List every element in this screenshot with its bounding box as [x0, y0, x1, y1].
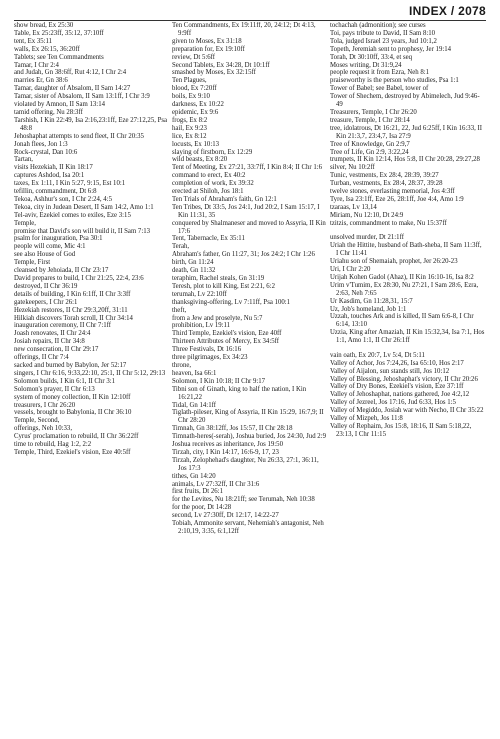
- page-header: [14, 4, 486, 21]
- index-entry: people request it from Ezra, Neh 8:1: [330, 69, 430, 77]
- index-entry: Uzzia, King after Amaziah, II Kin 15:32,34, Isa 7:1, Hos 1:1, Amo 1:1, II Chr 26:1ff: [330, 329, 485, 345]
- index-entry: preparation for, Ex 19:10ff: [172, 45, 245, 53]
- index-entry: trumpets, II Kin 12:14, Hos 5:8, II Chr 20:28, 29:27,28: [330, 156, 480, 164]
- index-entry: locusts, Ex 10:13: [172, 140, 220, 148]
- index-entry: silver, Nu 10:2ff: [330, 164, 375, 172]
- index-entry: offerings, II Chr 7:4: [14, 354, 69, 362]
- index-entry: Tyre, Isa 23:1ff, Eze 26, 28:1ff, Joe 4:4, Amo 1:9: [330, 195, 464, 203]
- index-entry: Miriam, Nu 12:10, Dt 24:9: [330, 211, 404, 219]
- index-entry: completion of work, Ex 39:32: [172, 180, 254, 188]
- index-entry: psalm for inauguration, Psa 30:1: [14, 235, 103, 243]
- index-entry: blood, Ex 7:20ff: [172, 85, 217, 93]
- index-entry: Torah, Dt 30:10ff, 33:4, et seq: [330, 53, 413, 61]
- index-entry: tzaraas, Lv 13,14: [330, 203, 377, 211]
- page-title: INDEX / 2078: [409, 4, 486, 18]
- index-entry: system of money collection, II Kin 12:10ff: [14, 393, 131, 401]
- index-entry: tent, Ex 35:11: [14, 37, 53, 45]
- index-entry: animals, Lv 27:32ff, II Chr 31:6: [172, 480, 260, 488]
- index-entry: Tirzah, city, I Kin 14:17, 16:6-9, 17, 23: [172, 448, 279, 456]
- index-entry: details of building, I Kin 6:1ff, II Chr 3:3ff: [14, 290, 131, 298]
- index-entry: Tekoa, city in Judean Desert, II Sam 14:2, Amo 1:1: [14, 203, 154, 211]
- index-entry: new consecration, II Chr 29:17: [14, 346, 99, 354]
- index-entry: tithes, Gn 14:20: [172, 472, 216, 480]
- index-entry: Valley of Blessing, Jehoshaphat's victory, II Chr 20:26: [330, 375, 478, 383]
- index-entry: Ten Trials of Abraham's faith, Gn 12:1: [172, 195, 277, 203]
- index-entry: three pilgrimages, Ex 34:23: [172, 354, 248, 362]
- index-entry: time to rebuild, Hag 1:2, 2:2: [14, 441, 92, 449]
- index-entry: for the Levites, Nu 18:21ff; see Terumah, Neh 10:38: [172, 496, 315, 504]
- index-entry: command to erect, Ex 40:2: [172, 172, 246, 180]
- index-entry: hail, Ex 9:23: [172, 124, 207, 132]
- index-entry: Tent of Meeting, Ex 27:21, 33:7ff, I Kin 8:4; II Chr 1:6: [172, 164, 323, 172]
- index-entry: Urim v'Tumim, Ex 28:30, Nu 27:21, I Sam 28:6, Ezra, 2:63, Neh 7:65: [330, 281, 479, 297]
- index-entry: offerings, Neh 10:33,: [14, 425, 73, 433]
- index-entry: Tirzah, Zelophehad's daughter, Nu 26:33, 27:1, 36:11, Jos 17:3: [172, 456, 319, 472]
- index-entry: Uzzah, touches Ark and is killed, II Sam 6:6-8, I Chr 6:14, 13:10: [330, 313, 474, 329]
- index-entry: Hilkiah discovers Torah scroll, II Chr 34:14: [14, 314, 133, 322]
- index-entry: Thirteen Attributes of Mercy, Ex 34:5ff: [172, 338, 280, 346]
- index-entry: tochachah (admonition); see curses: [330, 22, 426, 29]
- index-entry: Uriahu son of Shemaiah, prophet, Jer 26:20-23: [330, 258, 458, 266]
- index-entry: Temple, First: [14, 259, 51, 267]
- index-entry: Temple,: [14, 219, 36, 227]
- index-entry: Tablets; see Ten Commandments: [14, 53, 104, 61]
- index-entry: teraphim, Rachel steals, Gn 31:19: [172, 275, 265, 282]
- index-entry: Abraham's father, Gn 11:27, 31; Jos 24:2; I Chr 1:26: [172, 251, 315, 259]
- index-entry: Solomon, I Kin 10:18; II Chr 9:17: [172, 377, 266, 385]
- index-entry: Tower of Babel; see Babel, tower of: [330, 85, 429, 93]
- index-entry: Tel-aviv, Ezekiel comes to exiles, Eze 3:15: [14, 211, 131, 219]
- index-entry: taxes, Ex 1:11, I Kin 5:27, 9:15, Est 10:1: [14, 180, 126, 188]
- index-entry: Jehoshaphat attempts to send fleet, II Chr 20:35: [14, 132, 144, 140]
- index-entry: Tibni son of Ginath, king to half the nation, I Kin 16:21,22: [172, 385, 307, 401]
- index-entry: destroyed, II Chr 36:19: [14, 282, 78, 290]
- index-entry: second, Lv 27:30ff, Dt 12:17, 14:22-27: [172, 512, 279, 520]
- index-entry: Valley of Jezreel, Jos 17:16, Jud 6:33, Hos 1:5: [330, 399, 456, 407]
- index-entry: gatekeepers, I Chr 26:1: [14, 298, 78, 306]
- index-entry: darkness, Ex 10:22: [172, 101, 224, 109]
- index-entry: Three Festivals, Dt 16:16: [172, 346, 242, 354]
- index-entry: Tent, Tabernacle, Ex 35:11: [172, 235, 245, 243]
- index-entry: Ten Plagues,: [172, 77, 207, 85]
- index-entry: Table, Ex 25:23ff, 35:12, 37:10ff: [14, 29, 104, 37]
- index-entry: Valley of Achor, Jos 7:24,26, Isa 65:10, Hos 2:17: [330, 359, 464, 367]
- index-entry: Valley of Jehoshaphat, nations gathered, Joe 4:2,12: [330, 391, 470, 399]
- index-entry: prohibition, Lv 19:11: [172, 322, 231, 330]
- index-entry: Hezekiah restores, II Chr 29:3,20ff, 31:11: [14, 306, 128, 314]
- index-entry: Tola, judged Israel 23 years, Jud 10:1,2: [330, 37, 437, 45]
- index-entry: marries Er, Gn 38:6: [14, 77, 68, 85]
- index-entry: Valley of Rephaim, Jos 15:8, 18:16, II Sam 5:18,22, 23:13, I Chr 11:15: [330, 423, 472, 438]
- index-entry: Topeth, Jeremiah sent to prophesy, Jer 19:14: [330, 45, 452, 53]
- index-entry: inauguration ceremony, II Chr 7:1ff: [14, 322, 112, 330]
- index-entry: Tidal, Gn 14:1ff: [172, 401, 216, 409]
- index-entry: visits Hezekiah, II Kin 18:17: [14, 164, 93, 172]
- index-entry: Timnah, Gn 38:12ff, Jos 15:57, II Chr 28:18: [172, 425, 293, 433]
- index-entry: vain oath, Ex 20:7, Lv 5:4, Dt 5:11: [330, 351, 425, 359]
- index-entry: David prepares to build, I Chr 21:25, 22:4, 23:6: [14, 275, 144, 282]
- index-entry: tamid offering, Nu 28:3ff: [14, 108, 83, 116]
- index-entry: Valley of Aijalon, sun stands still, Jos 10:12: [330, 367, 450, 375]
- index-entry: Josiah repairs, II Chr 34:8: [14, 338, 85, 346]
- index-entry: wild beasts, Ex 8:20: [172, 156, 228, 164]
- index-entry: Tiglath-pileser, King of Assyria, II Kin 15:29, 16:7,9; II Chr 28:20: [172, 409, 324, 425]
- index-entry: epidemic, Ex 9:6: [172, 108, 219, 116]
- index-entry: thanksgiving-offering, Lv 7:11ff, Psa 100:1: [172, 298, 291, 306]
- index-entry: boils, Ex 9:10: [172, 93, 210, 101]
- index-entry: Teresh, plot to kill King, Est 2:21, 6:2: [172, 282, 275, 290]
- index-entry: see also House of God: [14, 251, 76, 259]
- index-entry: lice, Ex 8:12: [172, 132, 207, 140]
- index-entry: conquered by Shalmaneser and moved to Assyria, II Kin 17:6: [172, 219, 326, 235]
- index-column-2: [172, 22, 327, 736]
- index-entry: Tobiah, Ammonite servant, Nehemiah's antagonist, Neh 2:10,19, 3:35, 6:1,12ff: [172, 520, 324, 535]
- index-entry: Valley of Megiddo, Josiah war with Necho, II Chr 35:22: [330, 407, 484, 415]
- index-entry: Moses writing, Dt 31:9,24: [330, 61, 402, 69]
- index-entry: praiseworthy is the person who studies, Psa 1:1: [330, 77, 459, 85]
- index-entry: slaying of firstborn, Ex 12:29: [172, 148, 253, 156]
- index-entry: Tamar, sister of Absalom, II Sam 13:1ff, I Chr 3:9: [14, 93, 150, 101]
- index-entry: Temple, Second,: [14, 417, 60, 425]
- index-entry: Solomon builds, I Kin 6:1, II Chr 3:1: [14, 377, 116, 385]
- index-entry: Tree of Life, Gn 2:9, 3:22,24: [330, 148, 409, 156]
- index-entry: heaven, Isa 66:1: [172, 369, 217, 377]
- index-entry: treasurers, I Chr 26:20: [14, 401, 76, 409]
- index-entry: Ten Tribes, Dt 33:5, Jos 24:1, Jud 20:2, I Sam 15:17, I Kin 11:31, 35: [172, 203, 320, 219]
- index-entry: Turban, vestments, Ex 28:4, 28:37, 39:28: [330, 180, 443, 188]
- index-entry: smashed by Moses, Ex 32:15ff: [172, 69, 256, 77]
- index-entry: Temple, Third, Ezekiel's vision, Eze 40:5ff: [14, 448, 131, 456]
- index-entry: Tekoa, Ashhur's son, I Chr 2:24, 4:5: [14, 195, 112, 203]
- index-entry: throne,: [172, 361, 192, 369]
- index-entry: cleansed by Jehoiada, II Chr 23:17: [14, 267, 109, 275]
- index-entry: tzitzis, commandment to make, Nu 15:37ff: [330, 219, 447, 227]
- index-entry: Ur Kasdim, Gn 11:28,31, 15:7: [330, 297, 413, 305]
- index-entry: Cyrus' proclamation to rebuild, II Chr 36:22ff: [14, 433, 139, 441]
- index-columns: [14, 22, 486, 736]
- index-entry: vessels, brought to Babylonia, II Chr 36:10: [14, 409, 132, 417]
- index-entry: death, Gn 11:32: [172, 267, 216, 275]
- index-entry: unsolved murder, Dt 21:1ff: [330, 234, 404, 242]
- index-entry: people will come, Mic 4:1: [14, 243, 86, 251]
- index-entry: for the poor, Dt 14:28: [172, 504, 232, 512]
- index-entry: Joshua receives as inheritance, Jos 19:50: [172, 441, 283, 449]
- index-entry: Uri, I Chr 2:20: [330, 265, 371, 273]
- index-entry: erected at Shiloh, Jos 18:1: [172, 188, 244, 196]
- index-entry: Ten Commandments, Ex 19:11ff, 20, 24:12; Dt 4:13, 9:9ff: [172, 22, 316, 37]
- index-entry: singers, I Chr 6:16, 9:33,22:10, 25:1, II Chr 5:12, 29:13: [14, 369, 166, 377]
- index-entry: Jonah flees, Jon 1:3: [14, 140, 68, 148]
- index-entry: tree, idolatrous, Dt 16:21, 22, Jud 6:25ff, I Kin 16:33, II Kin 21:3,7, 23:4,7, Isa 27:9: [330, 124, 483, 140]
- index-entry: violated by Amnon, II Sam 13:14: [14, 101, 105, 109]
- index-entry: walls, Ex 26:15, 36:20ff: [14, 45, 80, 53]
- index-column-1: [14, 22, 169, 736]
- index-column-3: [330, 22, 485, 736]
- index-entry: given to Moses, Ex 31:18: [172, 37, 242, 45]
- index-entry: Valley of Dry Bones, Ezekiel's vision, Eze 37:1ff: [330, 383, 464, 391]
- index-entry: Terah,: [172, 243, 190, 251]
- index-entry: from a Jew and proselyte, Nu 5:7: [172, 314, 263, 322]
- index-entry: Urijah Kohen Gadol (Ahaz), II Kin 16:10-16, Isa 8:2: [330, 273, 474, 281]
- index-entry: and Judah, Gn 38:6ff, Rut 4:12, I Chr 2:4: [14, 69, 127, 77]
- index-entry: treasure, Temple, I Chr 28:14: [330, 116, 410, 124]
- index-entry: birth, Gn 11:24: [172, 259, 214, 267]
- index-entry: sacked and burned by Babylon, Jer 52:17: [14, 361, 127, 369]
- index-entry: Tamar, I Chr 2:4: [14, 61, 59, 69]
- index-entry: Tamar, daughter of Absalom, II Sam 14:27: [14, 85, 131, 93]
- index-entry: show bread, Ex 25:30: [14, 22, 74, 29]
- index-entry: promise that David's son will build it, II Sam 7:13: [14, 227, 151, 235]
- index-entry: review, Dt 5:6ff: [172, 53, 216, 61]
- index-entry: Solomon's prayer, II Chr 6:13: [14, 385, 95, 393]
- index-entry: frogs, Ex 8:2: [172, 116, 208, 124]
- index-entry: terumah, Lv 22:10ff: [172, 290, 227, 298]
- index-entry: twelve stones, everlasting memorial, Jos 4:3ff: [330, 188, 455, 196]
- index-entry: Tartan,: [14, 156, 33, 164]
- index-entry: Joash renovates, II Chr 24:4: [14, 330, 91, 338]
- index-entry: Tower of Shechem, destroyed by Abimelech, Jud 9:46-49: [330, 93, 480, 109]
- index-entry: Rock-crystal, Dan 10:6: [14, 148, 78, 156]
- index-entry: Toi, pays tribute to David, II Sam 8:10: [330, 29, 436, 37]
- index-entry: Tarshish, I Kin 22:49, Isa 2:16,23:1ff, Eze 27:12,25, Psa 48:8: [14, 116, 168, 132]
- index-entry: Tunic, vestments, Ex 28:4, 28:39, 39:27: [330, 172, 439, 180]
- index-entry: Treasurers, Temple, I Chr 26:20: [330, 108, 417, 116]
- index-entry: theft,: [172, 306, 187, 314]
- index-entry: Uz, Job's homeland, Job 1:1: [330, 305, 407, 313]
- index-entry: Second Tablets, Ex 34:28, Dt 10:1ff: [172, 61, 270, 69]
- index-entry: Valley of Mizpeh, Jos 11:8: [330, 415, 403, 423]
- index-entry: captures Ashdod, Isa 20:1: [14, 172, 85, 180]
- index-entry: first fruits, Dt 26:1: [172, 488, 223, 496]
- index-entry: tefillin, commandment, Dt 6:8: [14, 188, 97, 196]
- index-entry: Tree of Knowledge, Gn 2:9,7: [330, 140, 410, 148]
- index-entry: Third Temple, Ezekiel's vision, Eze 40ff: [172, 330, 282, 338]
- index-entry: Timnath-heres(-serah), Joshua buried, Jos 24:30, Jud 2:9: [172, 433, 326, 441]
- index-entry: Uriah the Hittite, husband of Bath-sheba, II Sam 11:3ff, I Chr 11:41: [330, 242, 482, 258]
